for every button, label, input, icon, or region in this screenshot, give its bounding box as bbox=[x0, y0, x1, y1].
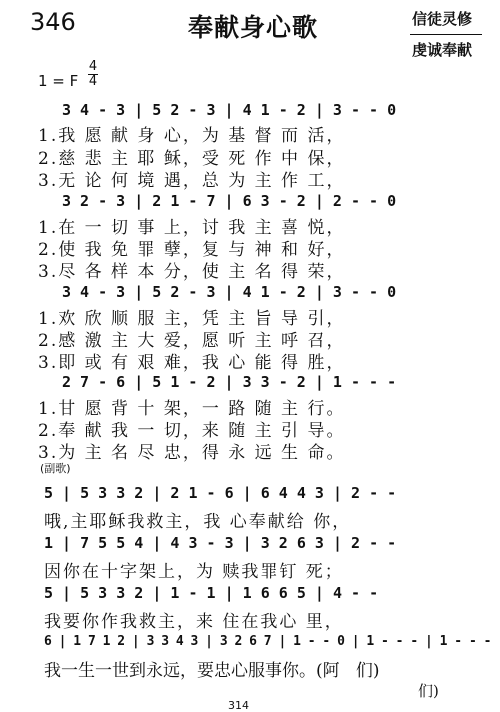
chorus-lyric-line: 哦,主耶稣我救主，我 心奉献给 你， bbox=[44, 512, 352, 532]
hymn-title: 奉献身心歌 bbox=[188, 13, 319, 42]
chorus-notation-line: 5 | 5 3 3 2 | 2 1 - 6 | 6 4 4 3 | 2 - - bbox=[44, 484, 397, 502]
lyric-line: 3.即 或 有 艰 难，我 心 能 得 胜， bbox=[38, 353, 346, 373]
notation-line: 3 4 - 3 | 5 2 - 3 | 4 1 - 2 | 3 - - 0 bbox=[62, 101, 397, 119]
lyric-line: 1.甘 愿 背 十 架，一 路 随 主 行。 bbox=[38, 399, 346, 419]
lyric-line: 1.我 愿 献 身 心，为 基 督 而 活， bbox=[38, 126, 346, 146]
chorus-lyric-line: 因你在十字架上，为 赎我罪钉 死； bbox=[44, 562, 344, 582]
lyric-line: 2.感 激 主 大 爱，愿 听 主 呼 召， bbox=[38, 331, 346, 351]
chorus-notation-line: 5 | 5 3 3 2 | 1 - 1 | 1 6 6 5 | 4 - - bbox=[44, 584, 379, 602]
lyric-line: 1.欢 欣 顺 服 主，凭 主 旨 导 引， bbox=[38, 309, 346, 329]
hymn-number: 346 bbox=[30, 8, 76, 36]
lyric-line: 3.无 论 何 境 遇，总 为 主 作 工， bbox=[38, 171, 346, 191]
time-signature-top: 4 bbox=[88, 59, 98, 74]
lyric-line: 3.尽 各 样 本 分，使 主 名 得 荣， bbox=[38, 262, 346, 282]
page-number: 314 bbox=[228, 699, 249, 712]
chorus-label: (副歌) bbox=[40, 462, 71, 475]
category-divider bbox=[410, 34, 482, 35]
chorus-lyric-line: 我一生一世到永远，要忠心服事你。(阿 们) bbox=[44, 661, 380, 681]
lyric-line: 2.奉 献 我 一 切，来 随 主 引 导。 bbox=[38, 421, 346, 441]
lyric-line: 2.慈 悲 主 耶 稣，受 死 作 中 保， bbox=[38, 149, 346, 169]
hymn-category: 信徒灵修 bbox=[412, 10, 473, 28]
chorus-notation-line: 1 | 7 5 5 4 | 4 3 - 3 | 3 2 6 3 | 2 - - bbox=[44, 534, 397, 552]
key-signature: 1 = F bbox=[38, 72, 79, 90]
amen-tail: 们) bbox=[418, 682, 439, 700]
lyric-line: 3.为 主 名 尽 忠，得 永 远 生 命。 bbox=[38, 443, 346, 463]
notation-line: 3 2 - 3 | 2 1 - 7 | 6 3 - 2 | 2 - - 0 bbox=[62, 192, 397, 210]
hymn-subcategory: 虔诚奉献 bbox=[412, 41, 473, 59]
time-signature bbox=[87, 60, 99, 89]
chorus-notation-line: 6 | 1 7 1 2 | 3 3 4 3 | 3 2 6 7 | 1 - - 0 | 1 - - - | 1 - - - bbox=[44, 634, 491, 649]
lyric-line: 2.使 我 免 罪 孽，复 与 神 和 好， bbox=[38, 240, 346, 260]
lyric-line: 1.在 一 切 事 上，讨 我 主 喜 悦， bbox=[38, 218, 346, 238]
time-signature-bottom: 4 bbox=[88, 74, 98, 89]
notation-line: 2 7 - 6 | 5 1 - 2 | 3 3 - 2 | 1 - - - bbox=[62, 373, 397, 391]
chorus-lyric-line: 我要你作我救主，来 住在我心 里， bbox=[44, 612, 344, 632]
notation-line: 3 4 - 3 | 5 2 - 3 | 4 1 - 2 | 3 - - 0 bbox=[62, 283, 397, 301]
